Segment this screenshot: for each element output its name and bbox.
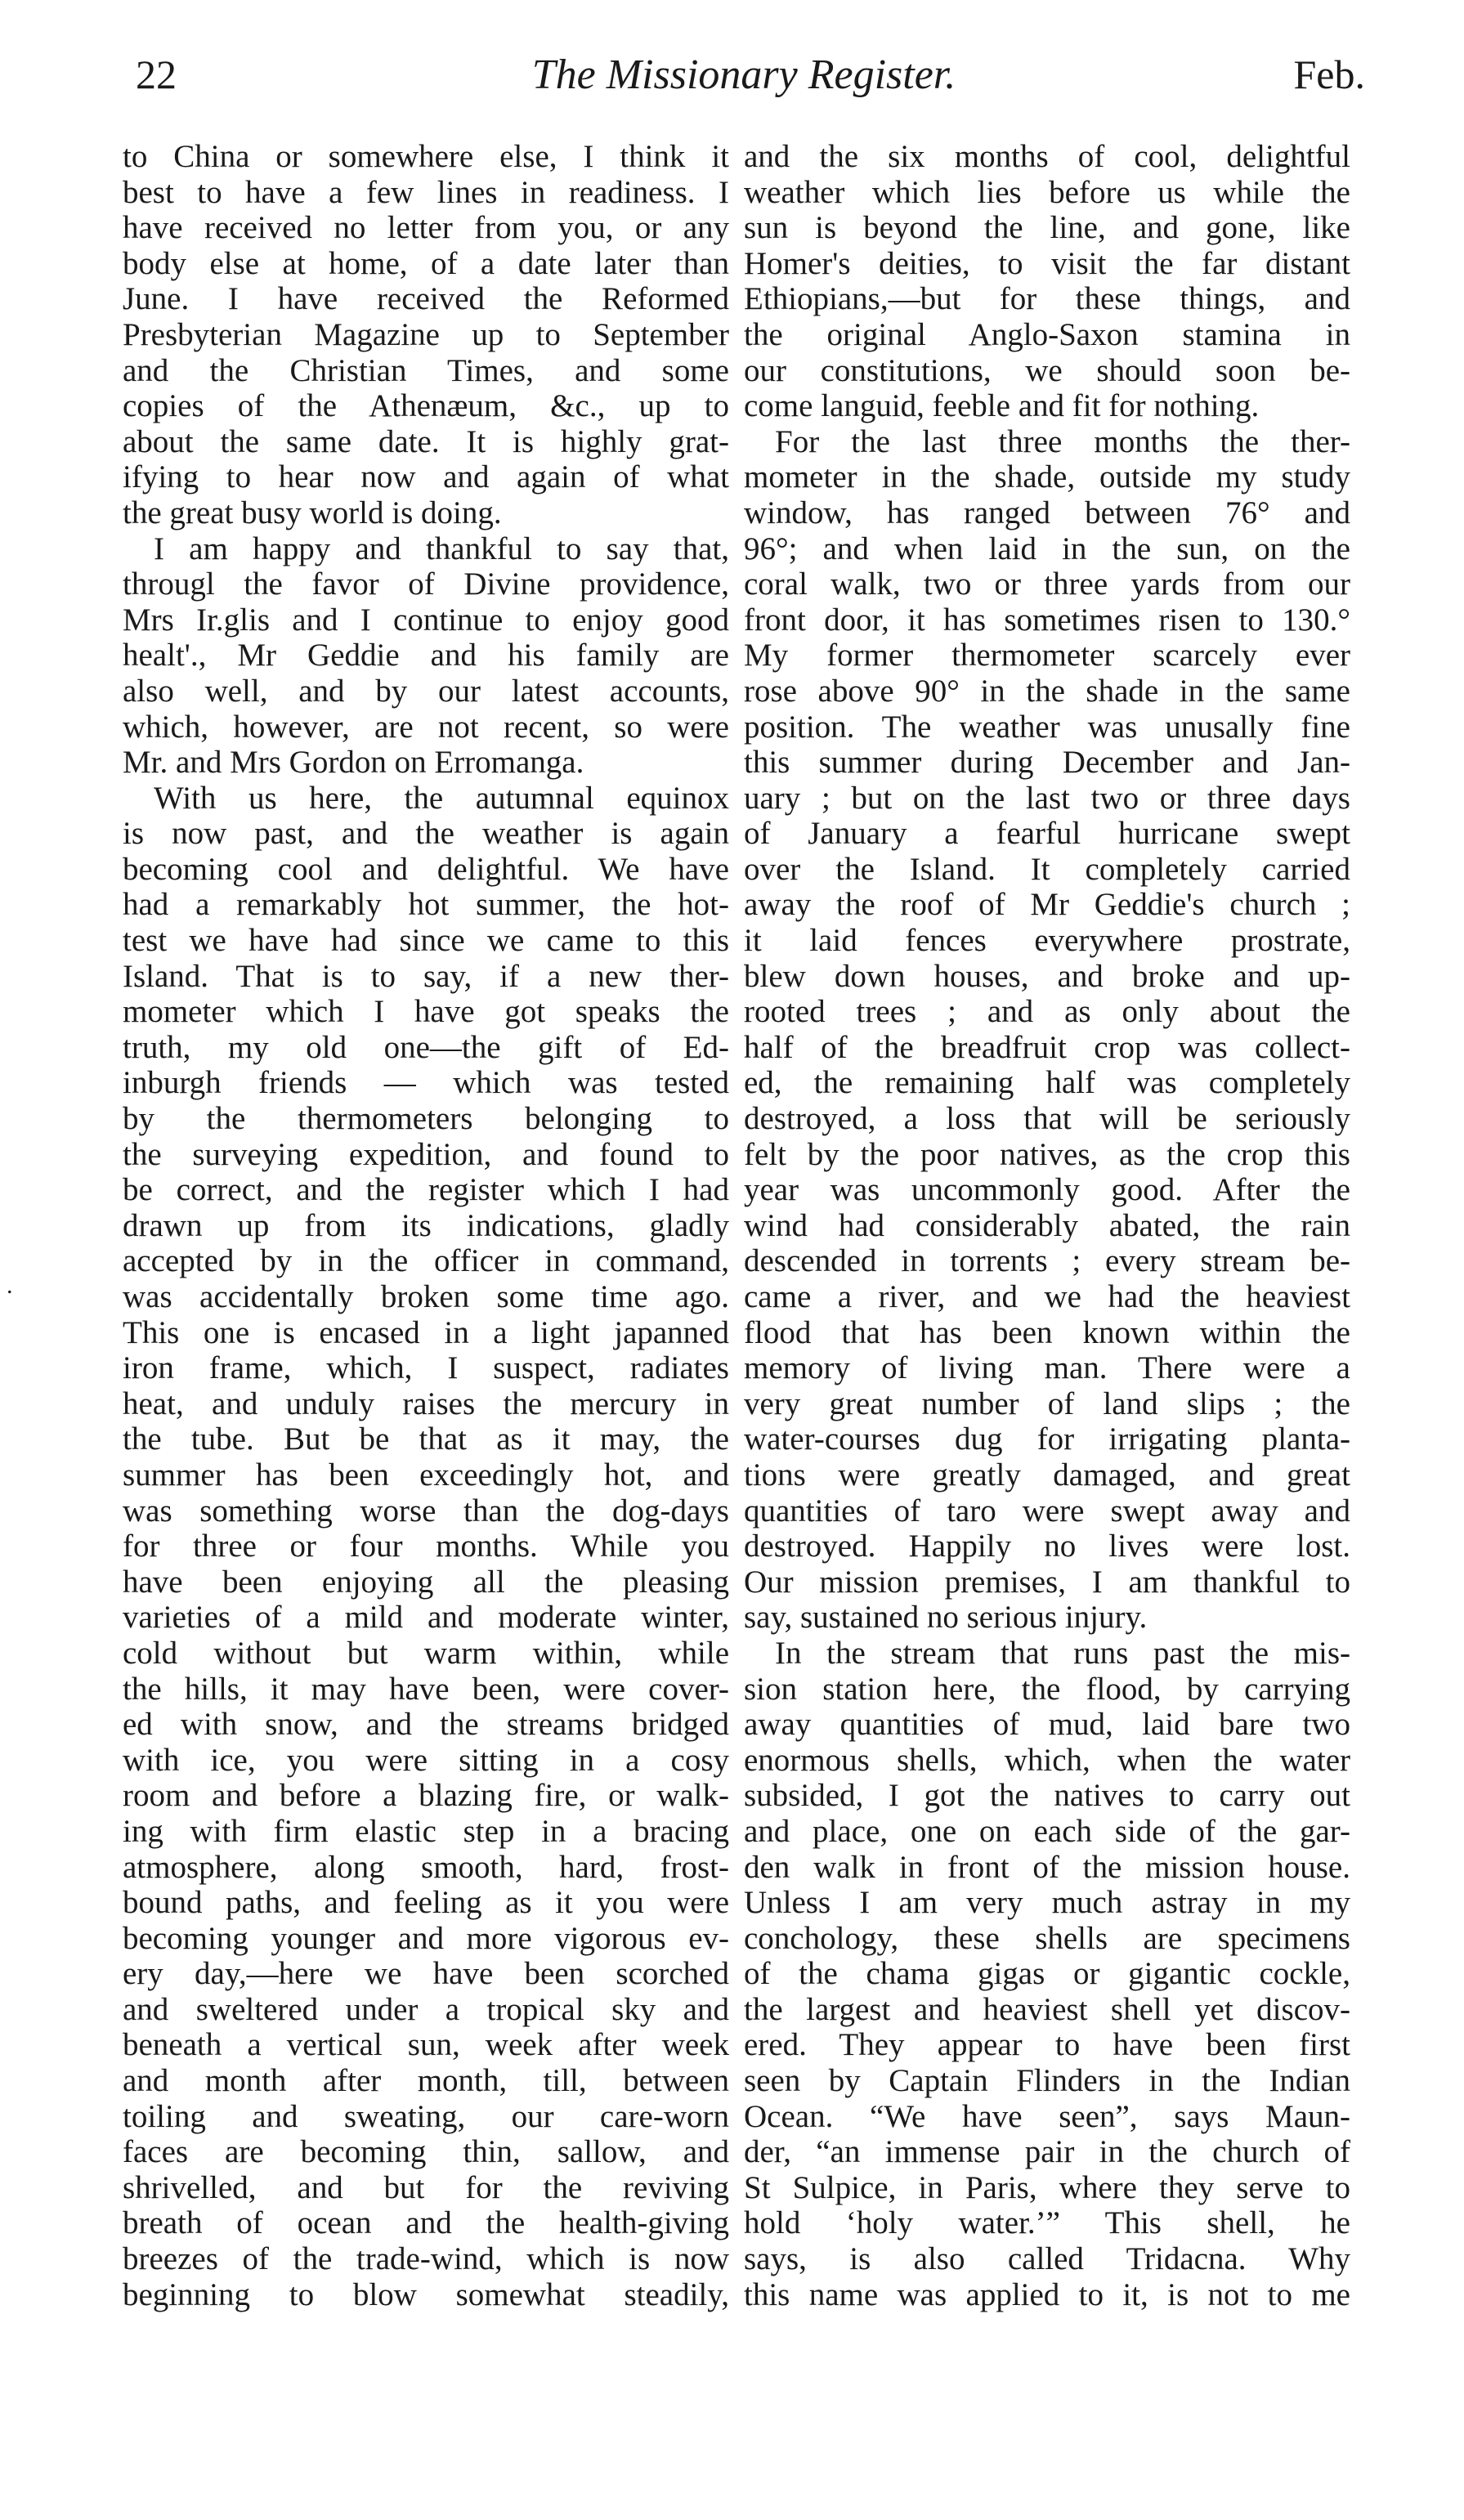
text-line: breezes of the trade-wind, which is now: [123, 2241, 729, 2277]
text-line: year was uncommonly good. After the: [744, 1172, 1350, 1208]
text-line: ed, the remaining half was completely: [744, 1065, 1350, 1101]
text-line: rose above 90° in the shade in the same: [744, 673, 1350, 709]
text-line: best to have a few lines in readiness. I: [123, 174, 729, 210]
text-line: uary ; but on the last two or three days: [744, 780, 1350, 816]
text-line: mometer which I have got speaks the: [123, 994, 729, 1030]
text-line: away the roof of Mr Geddie's church ;: [744, 887, 1350, 923]
text-line: window, has ranged between 76° and: [744, 495, 1350, 530]
text-line: Presbyterian Magazine up to September: [123, 316, 729, 352]
text-line: weather which lies before us while the: [744, 174, 1350, 210]
text-line: our constitutions, we should soon be-: [744, 352, 1350, 388]
text-line: destroyed, a loss that will be seriously: [744, 1101, 1350, 1137]
right-column: [744, 139, 1350, 2312]
text-line: subsided, I got the natives to carry out: [744, 1778, 1350, 1814]
text-line: came a river, and we had the heaviest: [744, 1279, 1350, 1314]
text-line: den walk in front of the mission house.: [744, 1849, 1350, 1885]
text-line: tions were greatly damaged, and great: [744, 1457, 1350, 1493]
text-line: away quantities of mud, laid bare two: [744, 1707, 1350, 1743]
text-line: With us here, the autumnal equinox: [154, 780, 729, 816]
text-line: and place, one on each side of the gar-: [744, 1813, 1350, 1849]
text-line: iron frame, which, I suspect, radiates: [123, 1350, 729, 1386]
text-line: test we have had since we came to this: [123, 923, 729, 959]
text-line: Mrs Ir.glis and I continue to enjoy good: [123, 602, 729, 638]
text-line: this name was applied to it, is not to me: [744, 2276, 1350, 2312]
text-line: have received no letter from you, or any: [123, 210, 729, 246]
text-line: becoming younger and more vigorous ev-: [123, 1920, 729, 1956]
text-line: My former thermometer scarcely ever: [744, 638, 1350, 674]
text-line: drawn up from its indications, gladly: [123, 1207, 729, 1243]
text-line: ery day,—here we have been scorched: [123, 1956, 729, 1992]
text-line: have been enjoying all the pleasing: [123, 1564, 729, 1600]
text-line: say, sustained no serious injury.: [744, 1600, 1148, 1636]
text-line: faces are becoming thin, sallow, and: [123, 2134, 729, 2170]
text-line: Unless I am very much astray in my: [744, 1885, 1350, 1921]
running-header: [123, 51, 1365, 116]
text-line: had a remarkably hot summer, the hot-: [123, 887, 729, 923]
text-line: Ethiopians,—but for these things, and: [744, 281, 1350, 317]
text-line: destroyed. Happily no lives were lost.: [744, 1529, 1350, 1564]
text-line: varieties of a mild and moderate winter,: [123, 1600, 729, 1636]
text-line: becoming cool and delightful. We have: [123, 851, 729, 887]
text-line: rooted trees ; and as only about the: [744, 994, 1350, 1030]
text-line: Our mission premises, I am thankful to: [744, 1564, 1350, 1600]
text-line: Ocean. “We have seen”, says Maun-: [744, 2098, 1350, 2134]
text-line: be correct, and the register which I had: [123, 1172, 729, 1208]
page-number: 22: [136, 51, 177, 97]
text-line: says, is also called Tridacna. Why: [744, 2241, 1350, 2277]
text-line: ered. They appear to have been first: [744, 2027, 1350, 2063]
text-line: Mr. and Mrs Gordon on Erromanga.: [123, 745, 584, 781]
text-line: healt'., Mr Geddie and his family are: [123, 638, 729, 674]
text-line: was something worse than the dog-days: [123, 1493, 729, 1529]
text-line: inburgh friends — which was tested: [123, 1065, 729, 1101]
text-line: truth, my old one—the gift of Ed-: [123, 1029, 729, 1065]
text-line: it laid fences everywhere prostrate,: [744, 923, 1350, 959]
text-line: cold without but warm within, while: [123, 1635, 729, 1671]
text-line: quantities of taro were swept away and: [744, 1493, 1350, 1529]
text-line: also well, and by our latest accounts,: [123, 673, 729, 709]
text-line: position. The weather was unusally fine: [744, 709, 1350, 745]
text-line: the largest and heaviest shell yet discov-: [744, 1991, 1350, 2027]
text-line: the great busy world is doing.: [123, 495, 502, 530]
text-line: very great number of land slips ; the: [744, 1385, 1350, 1421]
text-line: June. I have received the Reformed: [123, 281, 729, 317]
text-line: heat, and unduly raises the mercury in: [123, 1385, 729, 1421]
text-line: througl the favor of Divine providence,: [123, 566, 729, 602]
text-line: beginning to blow somewhat steadily,: [123, 2276, 729, 2312]
text-line: the tube. But be that as it may, the: [123, 1421, 729, 1457]
text-line: seen by Captain Flinders in the Indian: [744, 2063, 1350, 2099]
text-line: atmosphere, along smooth, hard, frost-: [123, 1849, 729, 1885]
text-line: the hills, it may have been, were cover-: [123, 1671, 729, 1707]
text-line: descended in torrents ; every stream be-: [744, 1243, 1350, 1279]
text-line: Homer's deities, to visit the far distant: [744, 245, 1350, 281]
text-line: and the six months of cool, delightful: [744, 139, 1350, 174]
text-line: accepted by in the officer in command,: [123, 1243, 729, 1279]
text-line: by the thermometers belonging to: [123, 1101, 729, 1137]
text-line: the original Anglo-Saxon stamina in: [744, 316, 1350, 352]
text-line: conchology, these shells are specimens: [744, 1920, 1350, 1956]
text-line: and month after month, till, between: [123, 2063, 729, 2099]
text-line: flood that has been known within the: [744, 1314, 1350, 1350]
text-line: sion station here, the flood, by carrying: [744, 1671, 1350, 1707]
text-line: to China or somewhere else, I think it: [123, 139, 729, 174]
text-line: toiling and sweating, our care-worn: [123, 2098, 729, 2134]
text-line: is now past, and the weather is again: [123, 816, 729, 852]
text-line: copies of the Athenæum, &c., up to: [123, 388, 729, 424]
text-line: 96°; and when laid in the sun, on the: [744, 530, 1350, 566]
month-label: Feb.: [1293, 51, 1365, 97]
text-line: the surveying expedition, and found to: [123, 1136, 729, 1172]
text-line: felt by the poor natives, as the crop this: [744, 1136, 1350, 1172]
text-line: room and before a blazing fire, or walk-: [123, 1778, 729, 1814]
text-line: mometer in the shade, outside my study: [744, 459, 1350, 495]
left-column: [123, 139, 729, 2312]
text-line: In the stream that runs past the mis-: [775, 1635, 1350, 1671]
text-line: front door, it has sometimes risen to 130.°: [744, 602, 1350, 638]
text-line: St Sulpice, in Paris, where they serve to: [744, 2169, 1350, 2205]
text-line: body else at home, of a date later than: [123, 245, 729, 281]
text-line: This one is encased in a light japanned: [123, 1314, 729, 1350]
text-line: Island. That is to say, if a new ther-: [123, 958, 729, 994]
text-line: sun is beyond the line, and gone, like: [744, 210, 1350, 246]
text-line: of January a fearful hurricane swept: [744, 816, 1350, 852]
text-line: come languid, feeble and fit for nothing.: [744, 388, 1260, 424]
text-line: over the Island. It completely carried: [744, 851, 1350, 887]
text-line: shrivelled, and but for the reviving: [123, 2169, 729, 2205]
text-line: was accidentally broken some time ago.: [123, 1279, 729, 1314]
text-line: half of the breadfruit crop was collect-: [744, 1029, 1350, 1065]
text-line: ed with snow, and the streams bridged: [123, 1707, 729, 1743]
margin-mark: .: [7, 1272, 13, 1299]
text-line: summer has been exceedingly hot, and: [123, 1457, 729, 1493]
text-line: bound paths, and feeling as it you were: [123, 1885, 729, 1921]
text-line: I am happy and thankful to say that,: [154, 530, 729, 566]
text-line: For the last three months the ther-: [775, 423, 1350, 459]
text-line: hold ‘holy water.’” This shell, he: [744, 2205, 1350, 2241]
text-line: for three or four months. While you: [123, 1529, 729, 1564]
text-line: ing with firm elastic step in a bracing: [123, 1813, 729, 1849]
running-title: The Missionary Register.: [531, 51, 956, 98]
text-line: this summer during December and Jan-: [744, 745, 1350, 781]
text-line: of the chama gigas or gigantic cockle,: [744, 1956, 1350, 1992]
text-line: memory of living man. There were a: [744, 1350, 1350, 1386]
text-line: breath of ocean and the health-giving: [123, 2205, 729, 2241]
text-line: and the Christian Times, and some: [123, 352, 729, 388]
text-line: blew down houses, and broke and up-: [744, 958, 1350, 994]
text-line: der, “an immense pair in the church of: [744, 2134, 1350, 2170]
text-line: and sweltered under a tropical sky and: [123, 1991, 729, 2027]
text-line: ifying to hear now and again of what: [123, 459, 729, 495]
text-line: wind had considerably abated, the rain: [744, 1207, 1350, 1243]
text-line: coral walk, two or three yards from our: [744, 566, 1350, 602]
text-line: about the same date. It is highly grat-: [123, 423, 729, 459]
text-line: water-courses dug for irrigating planta-: [744, 1421, 1350, 1457]
text-line: enormous shells, which, when the water: [744, 1742, 1350, 1778]
text-line: beneath a vertical sun, week after week: [123, 2027, 729, 2063]
text-line: which, however, are not recent, so were: [123, 709, 729, 745]
text-line: with ice, you were sitting in a cosy: [123, 1742, 729, 1778]
